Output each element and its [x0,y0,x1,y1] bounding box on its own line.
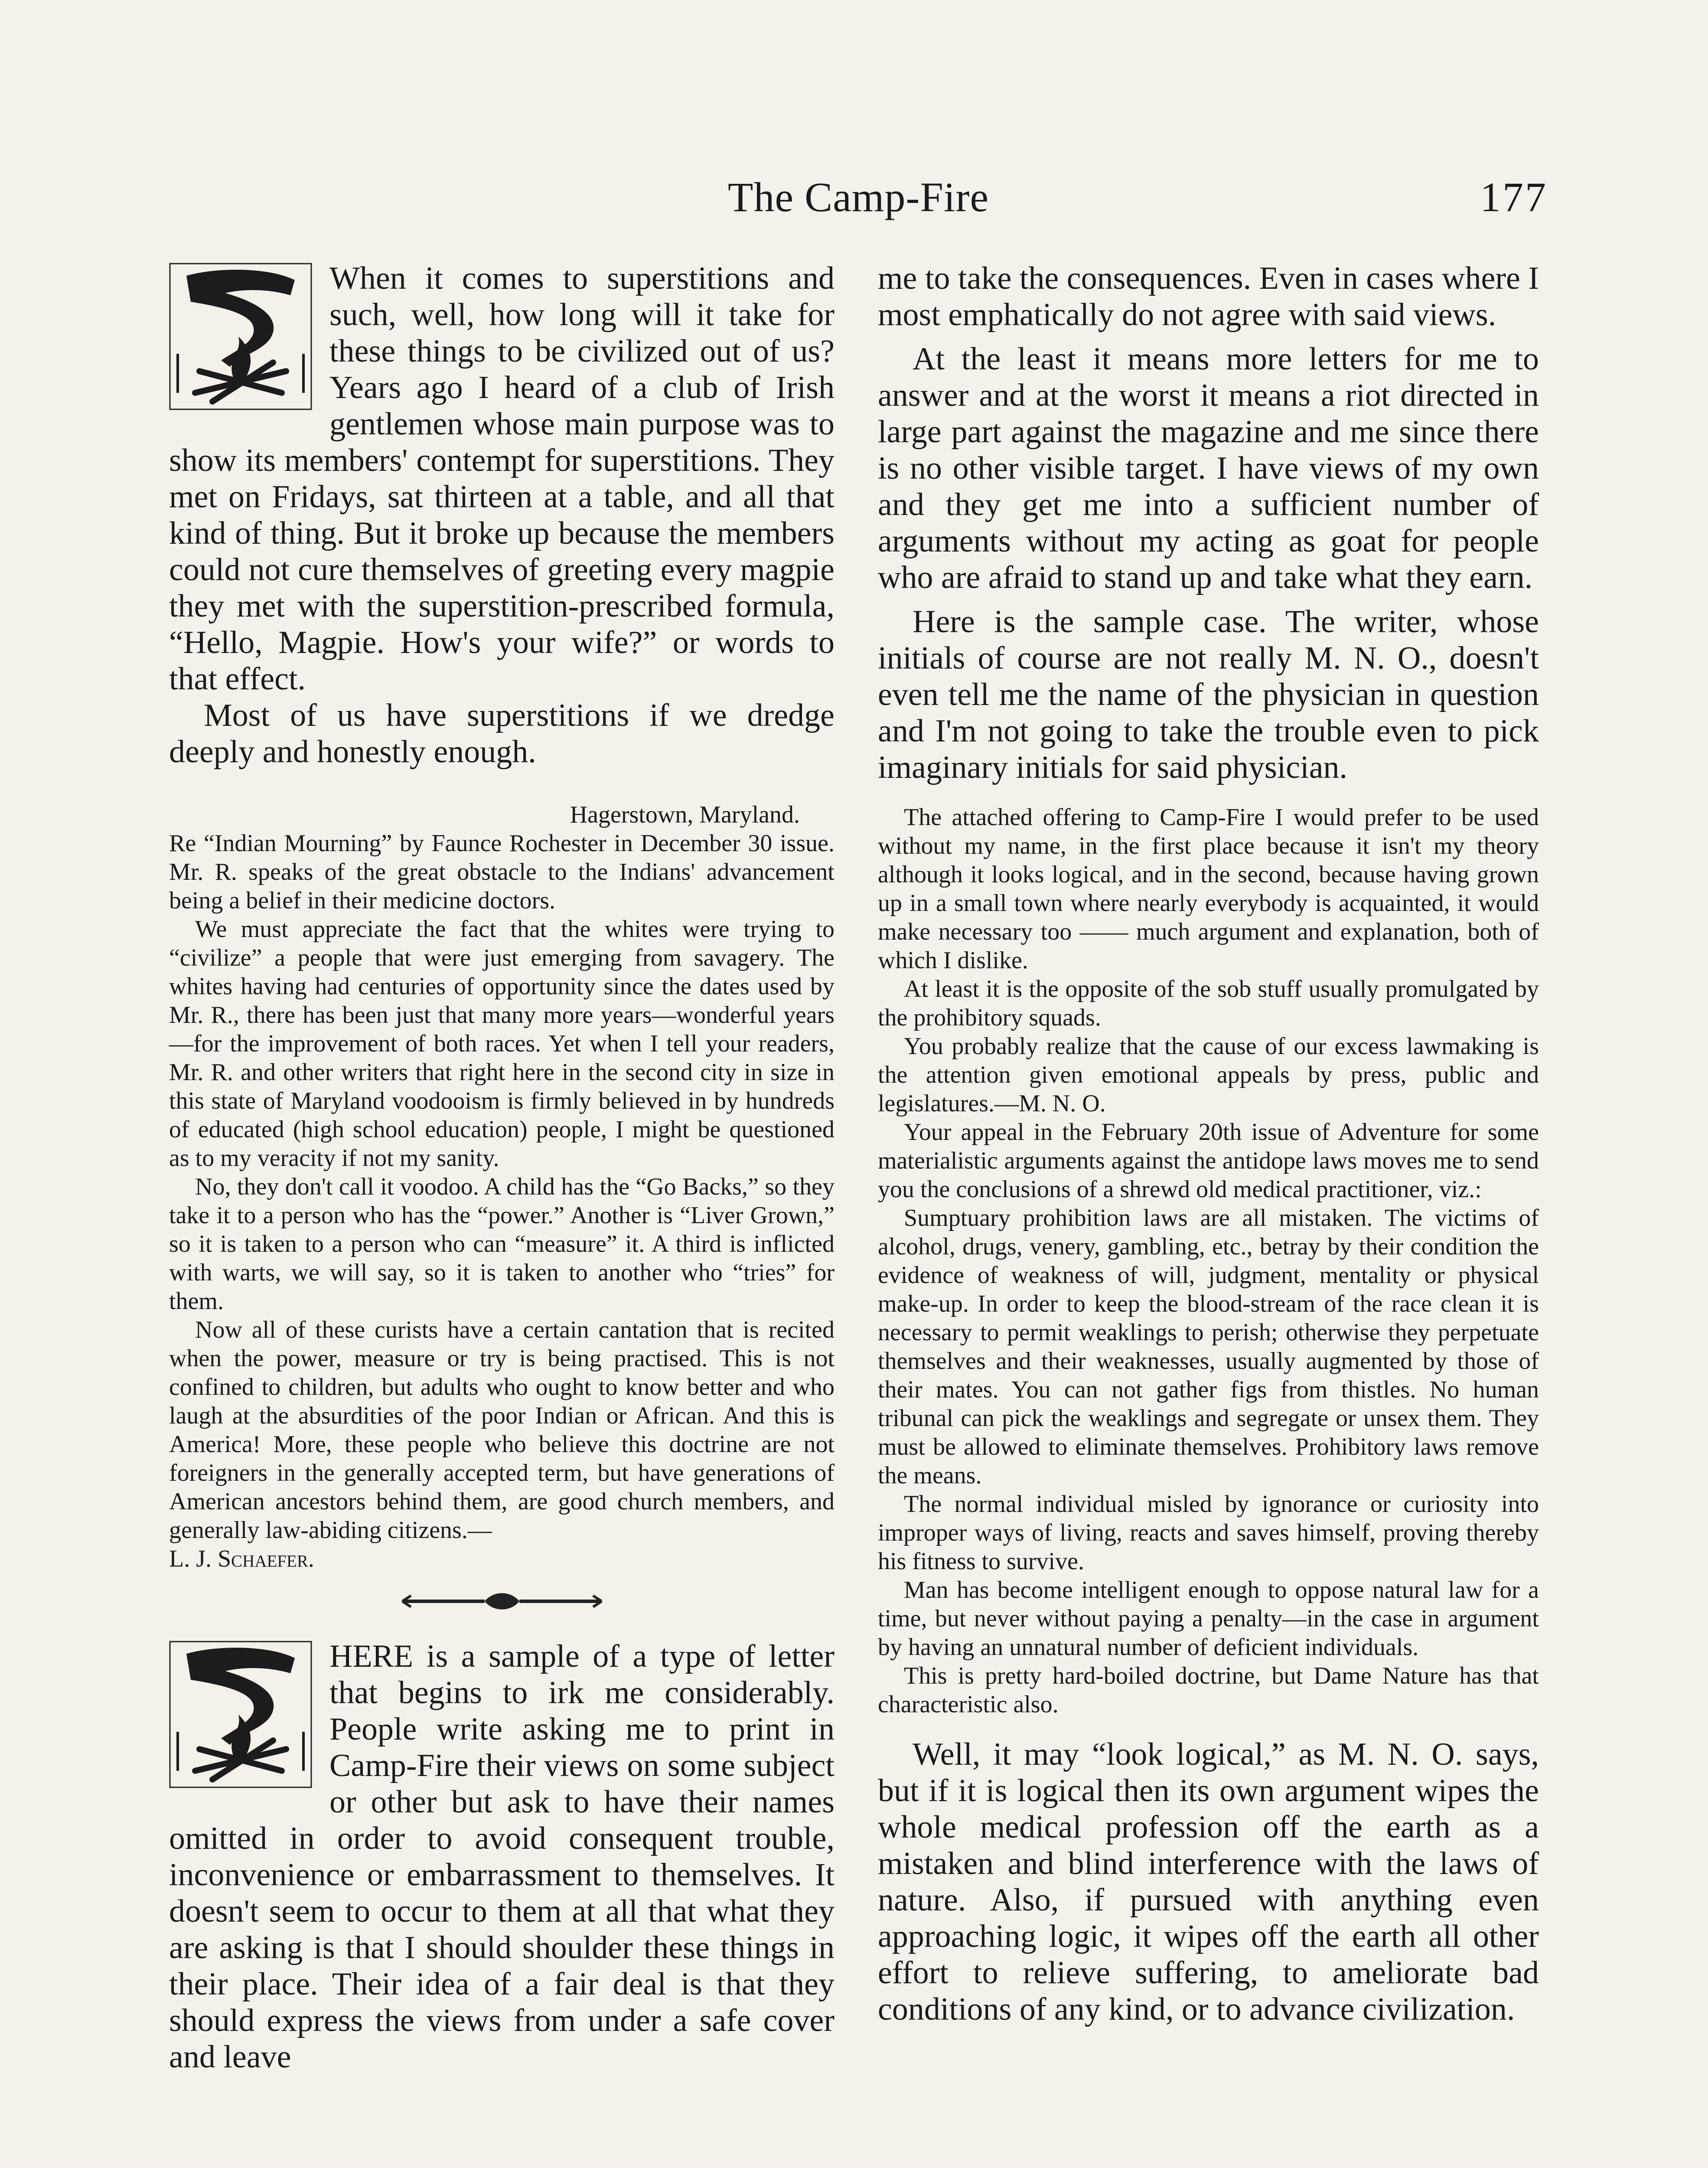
letter-place: Hagerstown, Maryland. [570,801,800,828]
left-column [169,260,834,2075]
closing-paragraph: Well, it may “look logical,” as M. N. O. says, but if it is logical then its own argument wipes the whole medical profession off the earth as a mistaken and blind interference with the laws of nature. Also, if pursued with anything even approaching logic, it wipes off the earth all other effort to relieve suffering, to ameliorate bad conditions of any kind, or to advance civilization. [878,1737,1539,2027]
mno-letter-paragraph-4: Your appeal in the February 20th issue of Adventure for some materialistic arguments against the antidope laws moves me to send you the conclusions of a shrewd old medical practitioner, viz.: [878,1119,1539,1203]
right-intro-paragraph-2: At the least it means more letters for me to answer and at the worst it means a riot directed in large part against the magazine and me since there is no other visible target. I have views of my own and they get me into a sufficient number of arguments without my acting as goat for people who are afraid to stand up and take what they earn. [878,341,1539,595]
mno-letter-paragraph-7: Man has become intelligent enough to oppose natural law for a time, but never without paying a penalty—in the case in argument by having an unnatural number of deficient individuals. [878,1577,1539,1661]
letter-paragraph-1: Re “Indian Mourning” by Faunce Rochester in December 30 issue. Mr. R. speaks of the great obstacle to the Indians' advancement being a belief in their medicine doctors. [169,830,834,914]
page-number: 177 [1480,174,1548,220]
letter-signature: L. J. Schaefer. [169,1545,314,1572]
intro-paragraph-2: Most of us have superstitions if we dredge deeply and honestly enough. [169,698,834,770]
campfire-dropcap-icon [169,1641,312,1788]
ornamental-divider-icon [169,1586,834,1616]
letter-paragraph-2: We must appreciate the fact that the whites were trying to “civilize” a people that were just emerging from savagery. The whites having had centuries of opportunity since the dates used by Mr. R., there has been just that many more years—wonderful years—for the improvement of both races. Yet when I tell your readers, Mr. R. and other writers that right here in the second city in size in this state of Maryland voodooism is firmly believed in by hundreds of educated (high school education) people, I might be questioned as to my veracity if not my sanity. [169,916,834,1172]
right-column [878,260,1539,2028]
mno-letter-paragraph-3: You probably realize that the cause of our excess lawmaking is the attention given emotional appeals by press, public and legislatures.—M. N. O. [878,1033,1539,1117]
page-header [169,171,1548,223]
campfire-dropcap-icon [169,263,312,410]
mno-letter-paragraph-5: Sumptuary prohibition laws are all mistaken. The victims of alcohol, drugs, venery, gambling, etc., betray by their condition the evidence of weakness of will, judgment, mentality or physical make-up. In order to keep the blood-stream of the race clean it is necessary to permit weaklings to perish; otherwise they perpetuate themselves and their weaknesses, usually augmented by those of their mates. You can not gather figs from thistles. No human tribunal can pick the weaklings and segregate or unsex them. They must be allowed to eliminate themselves. Prohibitory laws remove the means. [878,1205,1539,1489]
section-two [169,1638,834,2075]
mno-letter-paragraph-1: The attached offering to Camp-Fire I would prefer to be used without my name, in the first place because it isn't my theory although it looks logical, and in the second, because having grown up in a small town where nearly everybody is acquainted, it would make necessary too —— much argument and explanation, both of which I dislike. [878,804,1539,974]
mno-letter-paragraph-8: This is pretty hard-boiled doctrine, but Dame Nature has that characteristic also. [878,1662,1539,1718]
mno-letter-paragraph-6: The normal individual misled by ignorance or curiosity into improper ways of living, reacts and saves himself, proving thereby his fitness to survive. [878,1491,1539,1575]
right-intro-paragraph-3: Here is the sample case. The writer, whose initials of course are not really M. N. O., doesn't even tell me the name of the physician in question and I'm not going to take the trouble even to pick imaginary initials for said physician. [878,604,1539,785]
mno-letter-paragraph-2: At least it is the opposite of the sob stuff usually promulgated by the prohibitory squads. [878,976,1539,1031]
letter-paragraph-4: Now all of these curists have a certain cantation that is recited when the power, measure or try is being practised. This is not confined to children, but adults who ought to know better and who laugh at the absurdities of the poor Indian or African. And this is America! More, these people who believe this doctrine are not foreigners in the generally accepted term, but have generations of American ancestors behind them, are good church members, and generally law-abiding citizens.— [169,1316,834,1544]
letter-paragraph-3: No, they don't call it voodoo. A child has the “Go Backs,” so they take it to a person who has the “power.” Another is “Liver Grown,” so it is taken to a person who can “measure” it. A third is inflicted with warts, we will say, so it is taken to another who “tries” for them. [169,1173,834,1315]
section-one [169,260,834,697]
right-intro-paragraph-1: me to take the consequences. Even in cases where I most emphatically do not agree with said views. [878,261,1539,333]
intro-paragraph-1: When it comes to superstitions and such, well, how long will it take for these things to be civilized out of us? Years ago I heard of a club of Irish gentlemen whose main purpose was to show its members' contempt for superstitions. They met on Fridays, sat thirteen at a table, and all that kind of thing. But it broke up because the members could not cure themselves of greeting every magpie they met with the superstition-prescribed formula, “Hello, Magpie. How's your wife?” or words to that effect. [169,261,834,697]
second-section-paragraph: HERE is a sample of a type of letter that begins to irk me considerably. People write asking me to print in Camp-Fire their views on some subject or other but ask to have their names omitted in order to avoid consequent trouble, inconvenience or embarrassment to themselves. It doesn't seem to occur to them at all that what they are asking is that I should shoulder these things in their place. Their idea of a fair deal is that they should express the views from under a safe cover and leave [169,1639,834,2075]
page-title: The Camp-Fire [727,174,989,220]
